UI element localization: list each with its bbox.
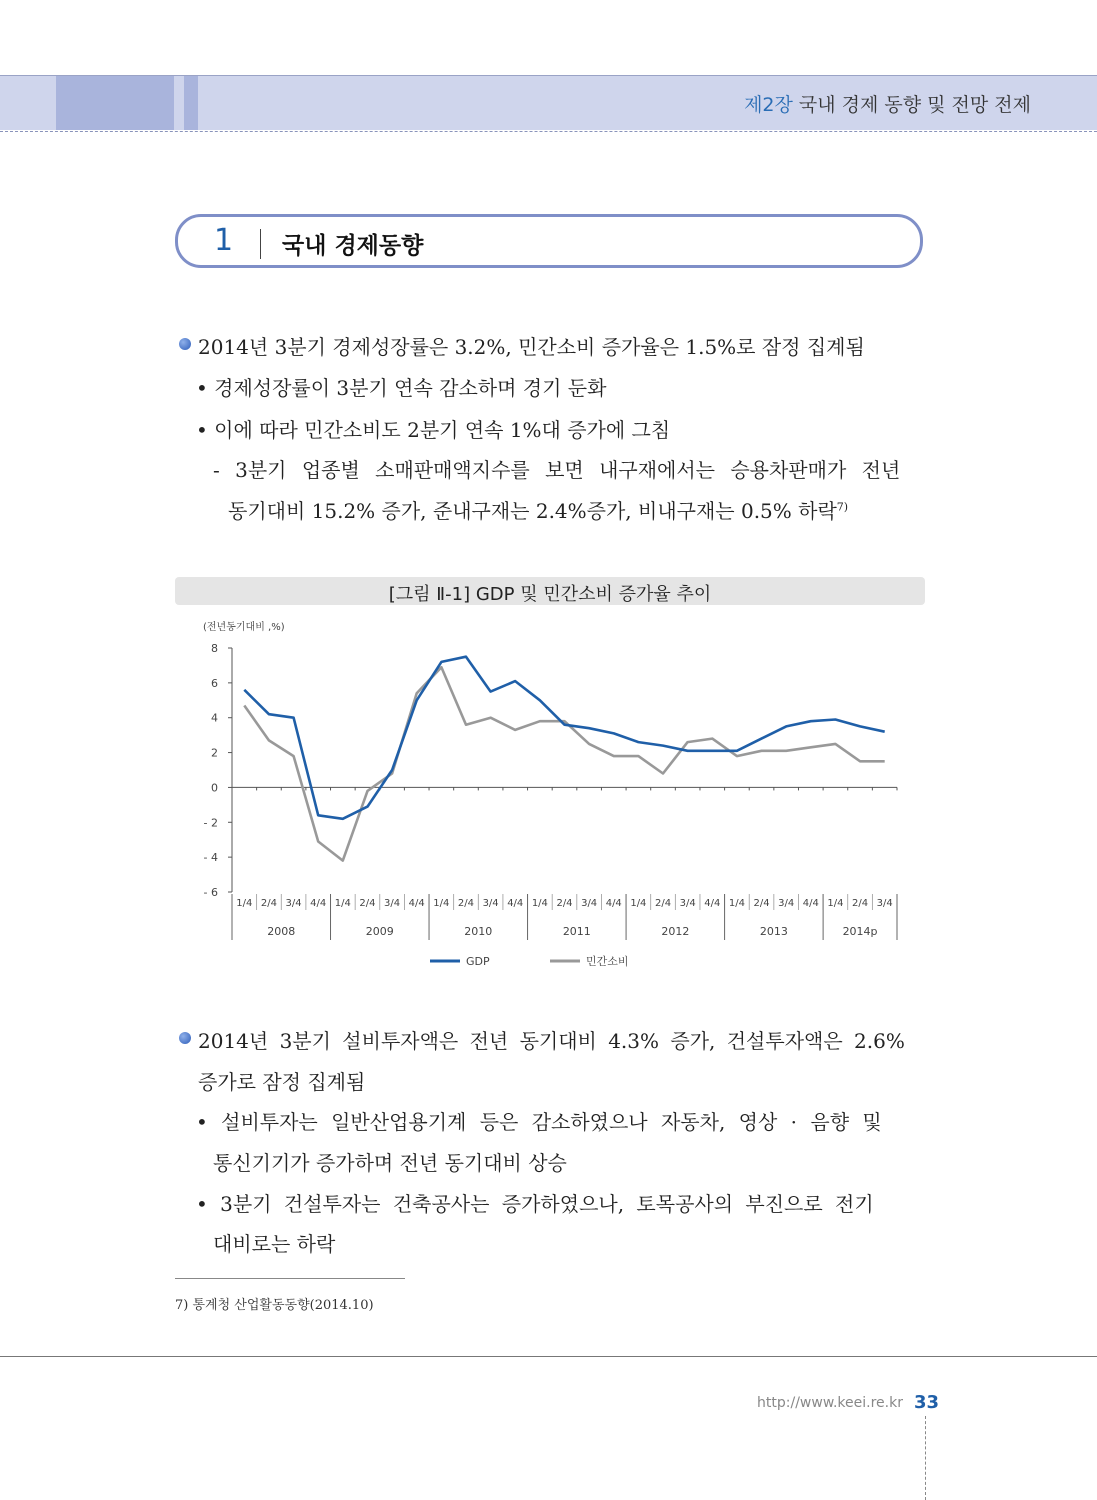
footer-rule [0,1356,1097,1357]
x-tick-label-quarter: 4/4 [605,898,622,909]
x-tick-label-quarter: 1/4 [334,898,351,909]
paragraph-main: 2014년 3분기 설비투자액은 전년 동기대비 4.3% 증가, 건설투자액은 2.6% [198,1029,905,1053]
x-tick-label-quarter: 1/4 [728,898,745,909]
x-tick-label-quarter: 3/4 [285,898,302,909]
paragraph-sub-bullet: • 설비투자는 일반산업용기계 등은 감소하였으나 자동차, 영상 · 음향 및 [196,1110,882,1134]
y-tick-label: 6 [211,676,218,690]
y-tick-label: - 4 [203,851,218,865]
y-tick-label: 0 [211,781,218,795]
x-tick-label-year: 2009 [365,925,394,938]
gdp-consumption-line-chart [175,612,925,982]
x-tick-label-quarter: 2/4 [753,898,770,909]
footnote-mark: 7) [836,500,849,514]
figure-title: [그림 Ⅱ-1] GDP 및 민간소비 증가율 추이 [388,584,712,605]
x-tick-label-quarter: 4/4 [408,898,425,909]
x-tick-label-quarter: 4/4 [507,898,524,909]
x-tick-label-quarter: 2/4 [654,898,672,909]
x-tick-label-quarter: 3/4 [384,898,401,909]
x-tick-label-quarter: 1/4 [433,898,450,909]
header-decor-block [56,76,174,130]
section-title: 국내 경제동향 [282,233,424,259]
x-tick-label-year: 2013 [759,925,788,938]
paragraph-dash-item-cont [228,495,848,524]
section-heading-box [175,214,923,268]
y-axis-label: (전년동기대비 ,%) [203,622,285,633]
x-tick-label-quarter: 3/4 [581,898,598,909]
x-tick-label-quarter: 4/4 [704,898,721,909]
x-tick-label-quarter: 1/4 [236,898,253,909]
legend-label: GDP [466,955,490,968]
running-header [744,90,1031,117]
paragraph-main: 2014년 3분기 경제성장률은 3.2%, 민간소비 증가율은 1.5%로 잠정 집계됨 [198,335,865,359]
y-tick-label: 2 [211,746,218,760]
figure-title-bar [175,577,925,605]
footer-dashed-line [925,1416,926,1500]
x-tick-label-year: 2011 [562,925,591,938]
x-tick-label-quarter: 1/4 [531,898,548,909]
paragraph-sub-bullet-cont: 대비로는 하락 [213,1232,336,1256]
footnote: 7) 통계청 산업활동동향(2014.10) [175,1298,374,1313]
x-tick-label-year: 2014p [842,925,878,938]
x-tick-label-quarter: 2/4 [852,898,869,909]
x-tick-label-quarter: 4/4 [802,898,819,909]
page-number: 33 [914,1392,940,1413]
y-tick-label: - 6 [203,886,218,899]
x-tick-label-quarter: 1/4 [827,898,844,909]
chapter-title: 국내 경제 동향 및 전망 전제 [798,94,1031,116]
footer-url[interactable]: http://www.keei.re.kr [757,1395,903,1411]
x-tick-label-year: 2012 [661,925,690,938]
bullet-dot-icon [179,1032,191,1044]
x-tick-label-quarter: 2/4 [556,898,573,909]
x-tick-label-year: 2010 [464,925,493,938]
y-tick-label: 8 [211,642,218,655]
y-tick-label: 4 [211,711,218,725]
header-dashed-rule [0,131,1097,132]
chapter-label: 제2장 [744,94,793,116]
x-tick-label-quarter: 3/4 [482,898,499,909]
x-tick-label-quarter: 1/4 [630,898,647,909]
x-tick-label-quarter: 2/4 [359,898,376,909]
bullet-dot-icon [179,338,191,350]
x-tick-label-quarter: 3/4 [778,898,795,909]
y-tick-label: - 2 [203,816,218,830]
dash-item-text: 동기대비 15.2% 증가, 준내구재는 2.4%증가, 비내구재는 0.5% 하락 [228,499,837,523]
section-number: 1 [214,223,234,258]
legend-label: 민간소비 [586,955,629,968]
paragraph-sub-bullet: • 경제성장률이 3분기 연속 감소하며 경기 둔화 [196,376,607,400]
series-line-gdp [244,657,884,819]
paragraph-dash-item: - 3분기 업종별 소매판매액지수를 보면 내구재에서는 승용차판매가 전년 [213,458,901,482]
paragraph-main-cont: 증가로 잠정 집계됨 [198,1070,366,1094]
x-tick-label-quarter: 3/4 [876,898,893,909]
x-tick-label-quarter: 2/4 [260,898,277,909]
x-tick-label-year: 2008 [267,925,296,938]
series-line-consumption [244,667,884,860]
footnote-rule [175,1278,405,1279]
paragraph-sub-bullet-cont: 통신기기가 증가하며 전년 동기대비 상승 [213,1151,567,1175]
x-tick-label-quarter: 4/4 [310,898,327,909]
section-separator [260,229,261,259]
header-decor-stripe [184,76,198,130]
x-tick-label-quarter: 3/4 [679,898,696,909]
paragraph-sub-bullet: • 3분기 건설투자는 건축공사는 증가하였으나, 토목공사의 부진으로 전기 [196,1192,874,1216]
paragraph-sub-bullet: • 이에 따라 민간소비도 2분기 연속 1%대 증가에 그침 [196,418,671,442]
x-tick-label-quarter: 2/4 [457,898,475,909]
